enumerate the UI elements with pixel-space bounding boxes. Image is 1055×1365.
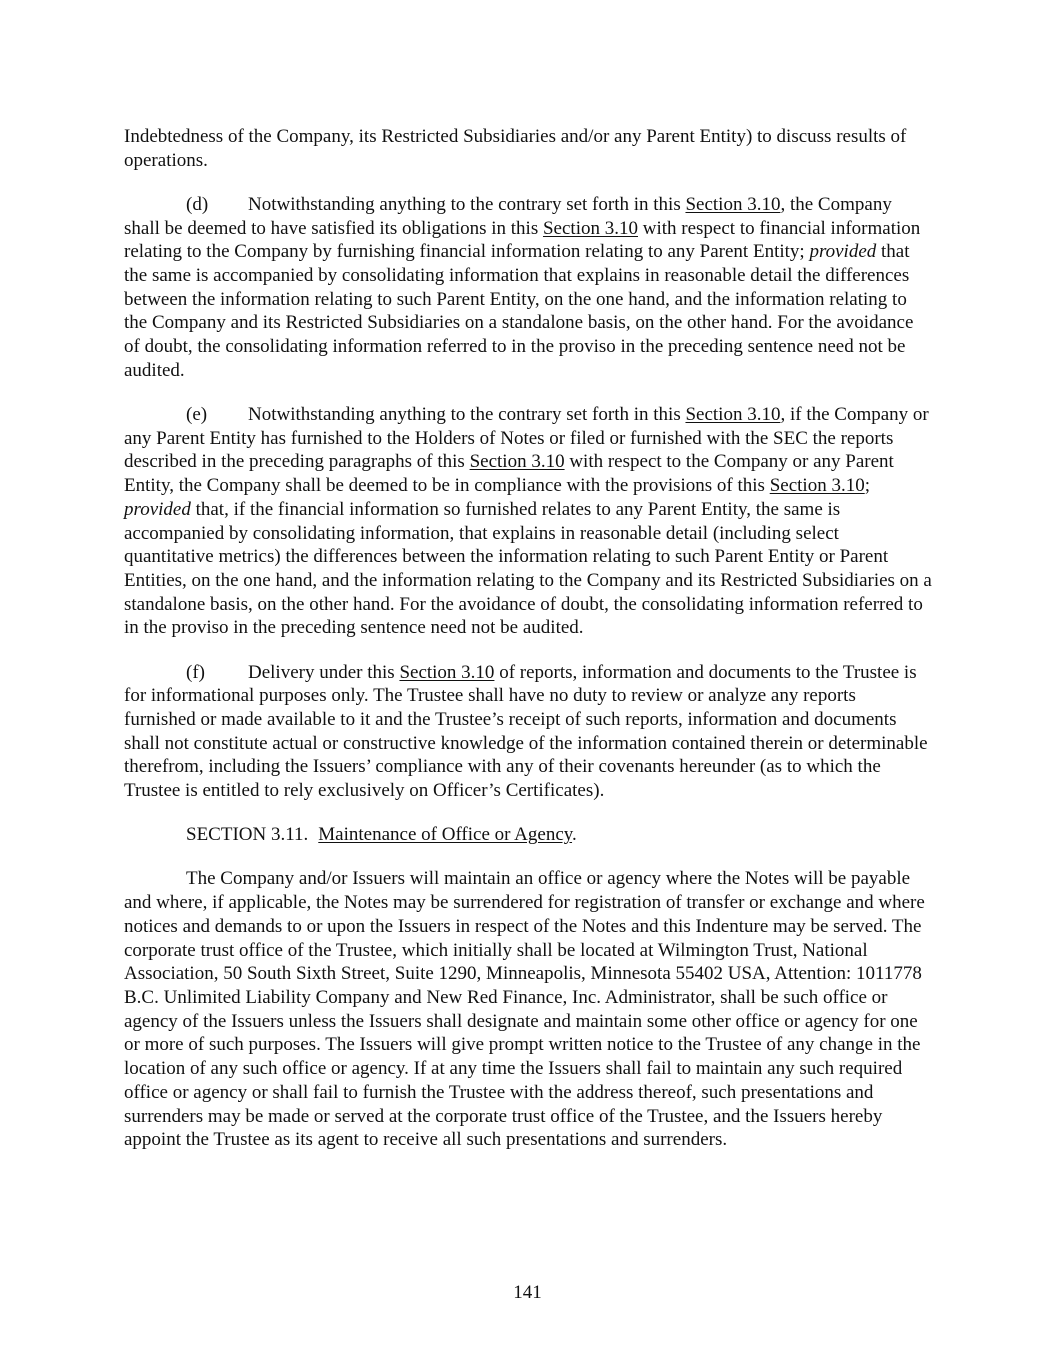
section-reference: Section 3.10 — [685, 404, 781, 426]
paragraph-e — [124, 403, 932, 640]
section-reference: Section 3.10 — [542, 217, 638, 239]
paragraph-d-text-1: Notwithstanding anything to the contrary set forth in this — [248, 193, 686, 215]
paragraph-d-text-3: with respect to financial information relating to the Company by furnishing financial information relating to any Parent Entity; — [124, 217, 921, 263]
section-reference: Section 3.10 — [469, 451, 565, 473]
paragraph-f-text-2: of reports, information and documents to the Trustee is for informational purposes only. The Trustee shall have no duty to review or analyze any reports furnished or made available to it and the Trustee’s receipt of such reports, information and documents shall not constitute actual or constructive knowledge of the information contained therein or determinable therefrom, including the Issuers’ compliance with any of their covenants hereunder (as to which the Trustee is entitled to rely exclusively on Officer’s Certificates). — [124, 661, 928, 802]
section-reference: Section 3.10 — [685, 193, 781, 215]
section-reference: Section 3.10 — [769, 475, 865, 497]
paragraph-d-label: (d) — [186, 193, 209, 215]
paragraph-d-text-4: that the same is accompanied by consolidating information that explains in reasonable detail the differences between the information relating to such Parent Entity, on the one hand, and the information relating to the Company and its Restricted Subsidiaries on a standalone basis, on the other hand. For the avoidance of doubt, the consolidating information referred to in the proviso in the preceding sentence need not be audited. — [124, 241, 914, 381]
paragraph-e-text-3: with respect to the Company or any Parent Entity, the Company shall be deemed to be in compliance with the provisions of this — [124, 451, 894, 497]
section-title: Maintenance of Office or Agency — [318, 824, 573, 846]
paragraph-continuation-text: Indebtedness of the Company, its Restricted Subsidiaries and/or any Parent Entity) to discuss results of operations. — [124, 126, 907, 171]
paragraph-e-text-2: , if the Company or any Parent Entity has furnished to the Holders of Notes or filed or furnished with the SEC the reports described in the preceding paragraphs of this — [124, 404, 929, 473]
paragraph-e-text-1: Notwithstanding anything to the contrary set forth in this — [248, 404, 686, 426]
paragraph-continuation — [124, 125, 932, 172]
paragraph-f-text-1: Delivery under this — [248, 661, 400, 683]
paragraph-section-311 — [124, 867, 932, 1151]
paragraph-d — [124, 193, 932, 383]
paragraph-f-label: (f) — [186, 661, 205, 683]
section-title-period: . — [572, 824, 577, 846]
paragraph-section-311-text: The Company and/or Issuers will maintain an office or agency where the Notes will be payable and where, if applicable, the Notes may be surrendered for registration of transfer or exchange and where notices and demands to or upon the Issuers in respect of the Notes and this Indenture may be served. The corporate trust office of the Trustee, which initially shall be located at Wilmington Trust, National Association, 50 South Sixth Street, Suite 1290, Minneapolis, Minnesota 55402 USA, Attention: 1011778 B.C. Unlimited Liability Company and New Red Finance, Inc. Administrator, shall be such office or agency of the Issuers unless the Issuers shall designate and maintain some other office or agency for one or more of such purposes. The Issuers will give prompt written notice to the Trustee of any change in the location of any such office or agency. If at any time the Issuers shall fail to maintain any such required office or agency or shall fail to furnish the Trustee with the address thereof, such presentations and surrenders may be made or served at the corporate trust office of the Trustee, and the Issuers hereby appoint the Trustee as its agent to receive all such presentations and surrenders. — [124, 868, 925, 1151]
section-reference: Section 3.10 — [399, 661, 495, 683]
emphasis-provided: provided — [809, 241, 877, 263]
paragraph-e-text-4: ; — [864, 475, 870, 497]
page-number: 141 — [513, 1282, 542, 1303]
section-heading — [124, 823, 932, 847]
paragraph-d-text-2: , the Company shall be deemed to have satisfied its obligations in this — [124, 193, 892, 239]
paragraph-f — [124, 661, 932, 803]
paragraph-e-label: (e) — [186, 404, 208, 426]
document-page — [124, 125, 932, 1172]
paragraph-e-text-5: that, if the financial information so furnished relates to any Parent Entity, the same is accompanied by consolidating information, that explains in reasonable detail (including select quantitative metrics) the differences between the information relating to such Parent Entity or Parent Entities, on the one hand, and the information relating to the Company and its Restricted Subsidiaries on a standalone basis, on the other hand. For the avoidance of doubt, the consolidating information referred to in the proviso in the preceding sentence need not be audited. — [124, 498, 932, 639]
section-number: SECTION 3.11. — [186, 824, 309, 846]
emphasis-provided: provided — [124, 498, 191, 520]
